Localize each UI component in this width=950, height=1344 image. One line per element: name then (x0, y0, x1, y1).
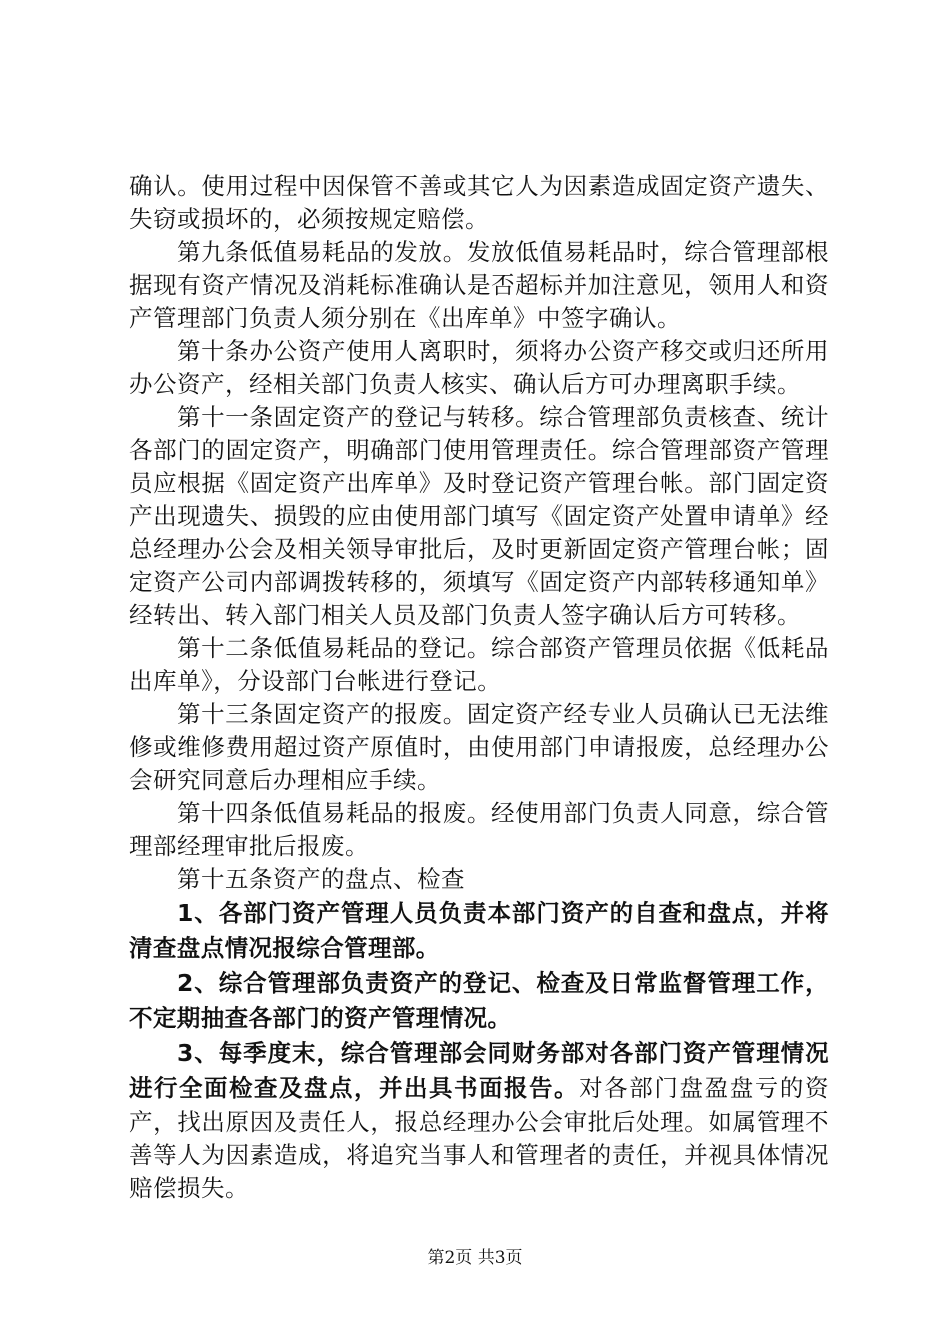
paragraph-1: 确认。使用过程中因保管不善或其它人为因素造成固定资产遗失、失窃或损坏的，必须按规定赔偿。 (129, 172, 829, 233)
article-15-heading: 第十五条资产的盘点、检查 (177, 865, 465, 893)
list-item-3-bold: 3、每季度末，综合管理部会同财务部对各部门资产管理情况进行全面检查及盘点，并出具书面报告。 (129, 1039, 829, 1102)
list-item-3 (129, 1036, 829, 1205)
list-item-3-text: 对各部门盘盈盘亏的资产，找出原因及责任人，报总经理办公会审批后处理。如属管理不善等人为因素造成，将追究当事人和管理者的责任，并视具体情况赔偿损失。 (129, 1074, 830, 1202)
list-item-1-bold: 1、各部门资产管理人员负责本部门资产的自查和盘点，并将清查盘点情况报综合管理部。 (129, 899, 829, 962)
document-body (129, 170, 829, 1205)
article-10: 第十条办公资产使用人离职时，须将办公资产移交或归还所用办公资产，经相关部门负责人核实、确认后方可办理离职手续。 (129, 337, 829, 398)
list-item-2-bold: 2、综合管理部负责资产的登记、检查及日常监督管理工作，不定期抽查各部门的资产管理情况。 (129, 969, 829, 1032)
list-item-2 (129, 966, 829, 1036)
article-9: 第九条低值易耗品的发放。发放低值易耗品时，综合管理部根据现有资产情况及消耗标准确认是否超标并加注意见，领用人和资产管理部门负责人须分别在《出库单》中签字确认。 (129, 238, 829, 332)
page-footer: 第2页 共3页 (427, 1248, 523, 1268)
article-14: 第十四条低值易耗品的报废。经使用部门负责人同意，综合管理部经理审批后报废。 (129, 799, 829, 860)
article-13: 第十三条固定资产的报废。固定资产经专业人员确认已无法维修或维修费用超过资产原值时，由使用部门申请报废，总经理办公会研究同意后办理相应手续。 (129, 700, 829, 794)
article-11: 第十一条固定资产的登记与转移。综合管理部负责核查、统计各部门的固定资产，明确部门使用管理责任。综合管理部资产管理员应根据《固定资产出库单》及时登记资产管理台帐。部门固定资产出现遗失、损毁的应由使用部门填写《固定资产处置申请单》经总经理办公会及相关领导审批后，及时更新固定资产管理台帐；固定资产公司内部调拨转移的，须填写《固定资产内部转移通知单》经转出、转入部门相关人员及部门负责人签字确认后方可转移。 (129, 403, 829, 629)
article-12: 第十二条低值易耗品的登记。综合部资产管理员依据《低耗品出库单》，分设部门台帐进行登记。 (129, 634, 829, 695)
list-item-1 (129, 896, 829, 966)
